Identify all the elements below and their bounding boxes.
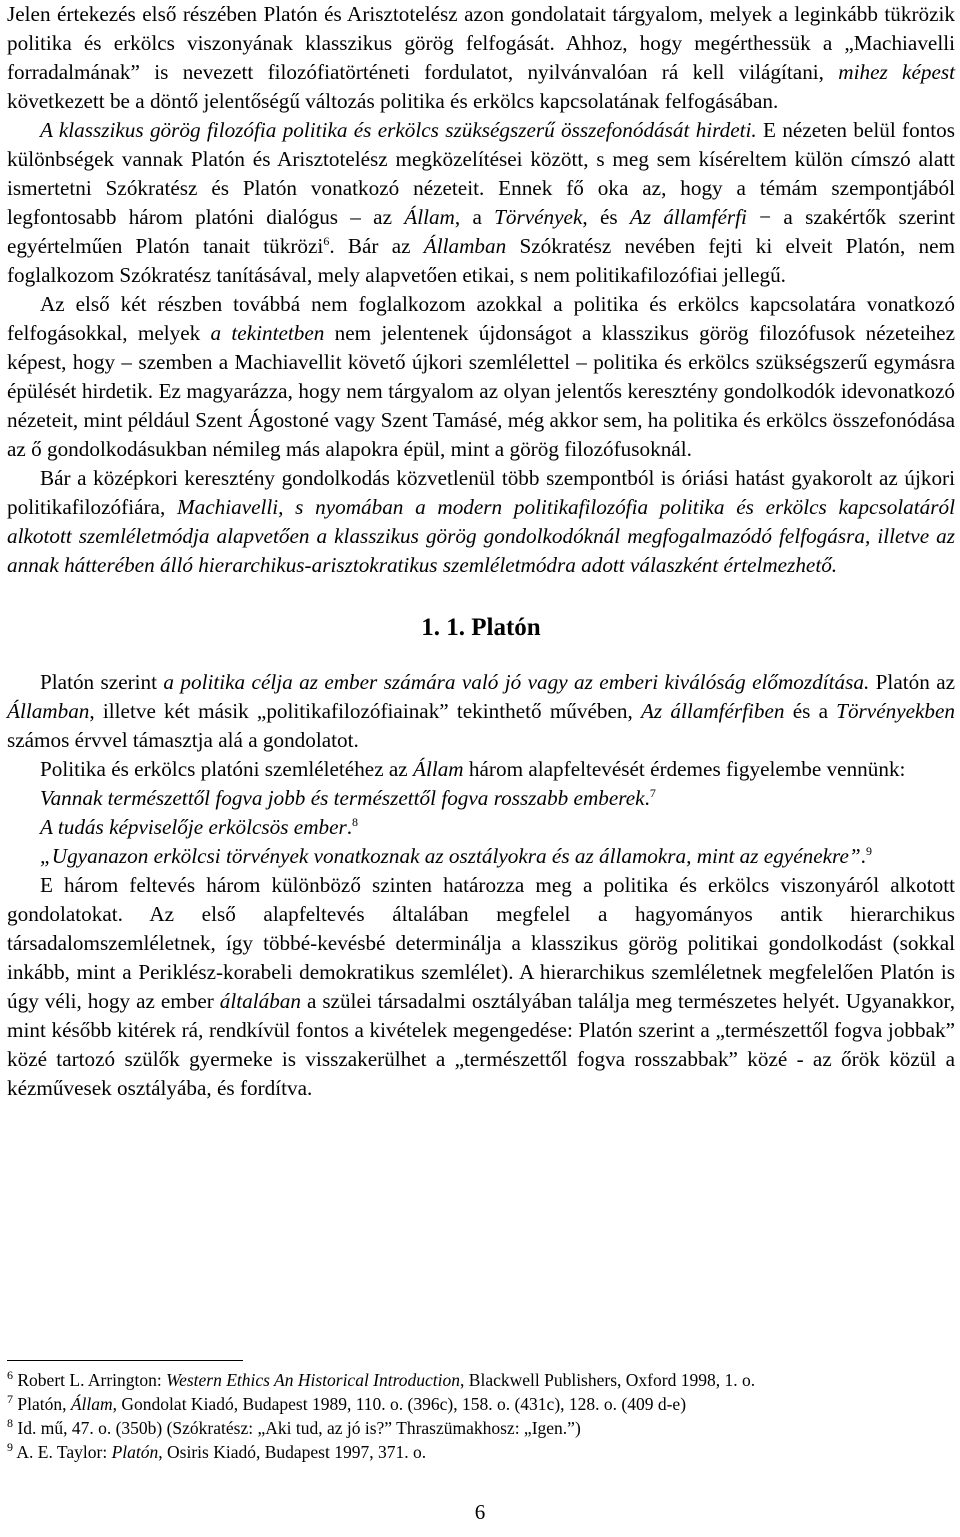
- assumption-3: [7, 842, 955, 871]
- text-run: , és: [582, 205, 630, 229]
- text-run: .: [860, 844, 866, 868]
- italic-text: A tudás képviselője erkölcsös ember: [40, 815, 347, 839]
- footnote-ref: 8: [352, 814, 359, 829]
- text-run: E nézeten belül fontos különbségek vannak Platón és Arisztotelész megközelítései között, s meg sem kíséreltem külön címszó alatt ismertetni Szókratész és Platón vonatkozó nézeteit. Ennek fő oka az, hogy a témám szempontjából legfontosabb három platóni dialógus – az: [7, 118, 956, 229]
- intro-paragraph: [7, 0, 955, 116]
- italic-text: mihez képest: [838, 60, 955, 84]
- italic-text: Machiavelli, s nyomában a modern politikafilozófia politika és erkölcs kapcsolatáról alkotott szemléletmódja alapvetően a klasszikus görög gondolkodóknál megfogalmazódó felfogásra, illetve az annak hátterében álló hierarchikus-arisztokratikus szemléletmódra adott válaszként értelmezhető.: [7, 495, 955, 577]
- text-run: Platón,: [13, 1394, 71, 1414]
- footnote-ref: 9: [865, 843, 872, 858]
- footnote-ref: 7: [7, 1392, 13, 1407]
- text-run: Robert L. Arrington:: [13, 1370, 167, 1390]
- page-number: 6: [474, 1500, 486, 1524]
- greek-philosophy-paragraph: [7, 116, 955, 290]
- text-run: Platón szerint: [40, 670, 164, 694]
- italic-text: a politika célja az ember számára való jó vagy az emberi kiválóság előmozdítása.: [163, 670, 870, 694]
- text-run: . Bár az: [329, 234, 424, 258]
- three-assumptions-paragraph: [7, 871, 955, 1103]
- text-run: E három feltevés három különböző szinten határozza meg a politika és erkölcs viszonyáról alkotott gondolatokat. Az első alapfeltevés általában megfelel a hagyományos antik hierarchikus társadalomszemléletnek, így többé-kevésbé determinálja a klasszikus görög politikai gondolkodást (sokkal inkább, mint a Periklész-korabeli demokratikus szemlélet). A hierarchikus szemléletnek megfelelően Platón is úgy véli, hogy az ember: [7, 873, 955, 1013]
- footnote-ref: 9: [7, 1440, 13, 1455]
- footnote-ref: 6: [323, 233, 330, 248]
- italic-text: Állam: [413, 757, 464, 781]
- assumptions-intro: [7, 755, 955, 784]
- text-run: Osiris Kiadó, Budapest 1997, 371. o.: [162, 1442, 427, 1462]
- section-heading: 1. 1. Platón: [421, 614, 541, 641]
- footnote-6: [7, 1368, 955, 1392]
- text-run: Politika és erkölcs platóni szemléletéhez az: [40, 757, 413, 781]
- text-run: három alapfeltevését érdemes figyelembe vennünk:: [463, 757, 906, 781]
- text-run: Jelen értekezés első részében Platón és Arisztotelész azon gondolatait tárgyalom, melyek a leginkább tükrözik politika és erkölcs viszonyának klasszikus görög felfogását. Ahhoz, hogy megérthessük a „Machiavelli forradalmának” is nevezett filozófiatörténeti fordulatot, nyilvánvalóan rá kell világítani,: [7, 2, 955, 84]
- text-run: nem jelentenek újdonságot a klasszikus görög filozófusok nézeteihez képest, hogy – szemben a Machiavellit követő újkori szemlélettel – politika és erkölcs szükségszerű egymásra épülését hirdetik. Ez magyarázza, hogy nem tárgyalom az olyan jelentős keresztény gondolkodók idevonatkozó nézeteit, mint például Szent Ágostoné vagy Szent Tamásé, még akkor sem, ha politika és erkölcs összefonódása az ő gondolkodásukban némileg más alapokra épül, mint a görög filozófusoknál.: [7, 321, 955, 461]
- text-run: , illetve két másik „politikafilozófiainak” tekinthető művében,: [89, 699, 641, 723]
- text-run: a szülei társadalmi osztályában találja meg természetes helyét. Ugyanakkor, mint később kitérek rá, rendkívül fontos a kivételek megengedése: Platón szerint a „természettől fogva jobbak” közé tartozó szülők gyermeke is visszakerülhet a „természettől fogva rosszabbak” közé - az őrök közül a kézművesek osztályába, és fordítva.: [7, 989, 955, 1100]
- text-run: , Gondolat Kiadó, Budapest 1989, 110. o. (396c), 158. o. (431c), 128. o. (409 d-e): [112, 1394, 687, 1414]
- text-run: − a szakértők szerint egyértelműen Platón tanait tükrözi: [7, 205, 955, 258]
- text-run: Platón az: [869, 670, 955, 694]
- text-run: következett be a döntő jelentőségű változás politika és erkölcs kapcsolatának felfogásában.: [7, 89, 779, 113]
- assumption-1: [7, 784, 955, 813]
- footnote-separator: [7, 1360, 243, 1361]
- text-run: Id. mű, 47. o. (350b) (Szókratész: „Aki tud, az jó is?” Thraszümakhosz: „Igen.”): [13, 1418, 581, 1438]
- footnote-ref: 6: [7, 1368, 13, 1383]
- italic-text: általában: [219, 989, 301, 1013]
- italic-text: Az államférfiben: [640, 699, 785, 723]
- text-run: A. E. Taylor:: [13, 1442, 112, 1462]
- text-run: Az első két részben továbbá nem foglalkozom azokkal a politika és erkölcs kapcsolatára vonatkozó felfogásokkal, melyek: [7, 292, 955, 345]
- text-run: és a: [784, 699, 837, 723]
- document-page: [7, 0, 955, 1103]
- assumption-2: [7, 813, 955, 842]
- italic-text: „Ugyanazon erkölcsi törvények vonatkoznak az osztályokra és az államokra, mint az egyénekre”: [40, 844, 861, 868]
- footnote-ref: 7: [649, 785, 656, 800]
- italic-text: Vannak természettől fogva jobb és természettől fogva rosszabb emberek: [40, 786, 645, 810]
- text-run: , Blackwell Publishers, Oxford 1998, 1. o.: [460, 1370, 756, 1390]
- italic-text: Állam: [70, 1394, 113, 1414]
- medieval-paragraph: [7, 464, 955, 580]
- italic-text: Állam: [404, 205, 455, 229]
- italic-text: Államban: [7, 699, 90, 723]
- italic-text: Western Ethics An Historical Introduction: [166, 1370, 461, 1390]
- footnotes: [7, 1368, 955, 1464]
- italic-text: Törvények: [494, 205, 583, 229]
- text-run: .: [346, 815, 353, 839]
- italic-text: Platón,: [111, 1442, 163, 1462]
- text-run: Bár a középkori keresztény gondolkodás közvetlenül több szempontból is óriási hatást gyakorolt az újkori politikafilozófiára,: [7, 466, 955, 519]
- footnote-7: [7, 1392, 955, 1416]
- italic-text: Államban: [423, 234, 507, 258]
- text-run: Szókratész nevében fejti ki elveit Platón, nem foglalkozom Szókratész tanításával, mely alapvetően etikai, s nem politikafilozófiai jellegű.: [7, 234, 955, 287]
- footnote-9: [7, 1440, 955, 1464]
- scope-paragraph: [7, 290, 955, 464]
- italic-text: a tekintetben: [210, 321, 325, 345]
- footnote-8: [7, 1416, 955, 1440]
- italic-text: Az államférfi: [629, 205, 747, 229]
- italic-text: Törvényekben: [836, 699, 955, 723]
- text-run: számos érvvel támasztja alá a gondolatot.: [7, 728, 359, 752]
- footnote-ref: 8: [7, 1416, 13, 1431]
- plato-paragraph: [7, 668, 955, 755]
- italic-text: A klasszikus görög filozófia politika és erkölcs szükségszerű összefonódását hirdeti.: [40, 118, 757, 142]
- text-run: .: [644, 786, 650, 810]
- text-run: , a: [454, 205, 495, 229]
